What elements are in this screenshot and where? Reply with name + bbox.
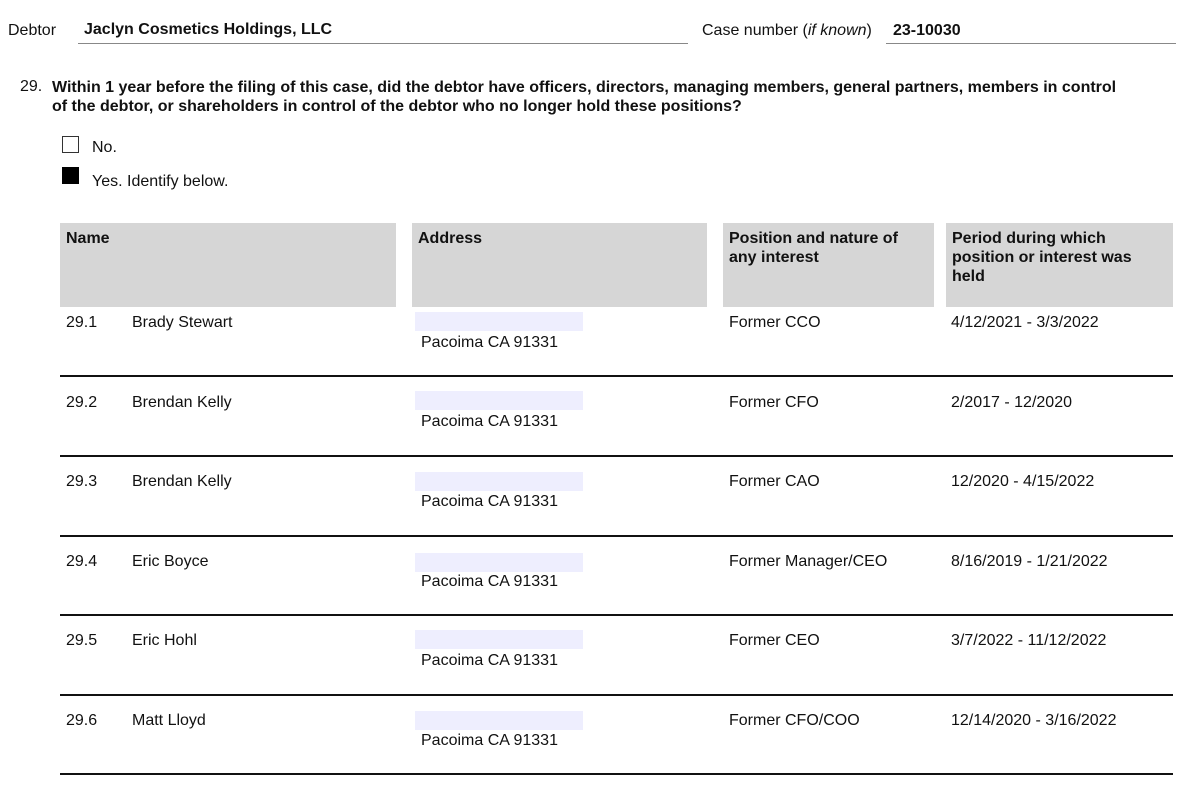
row-name: Eric Hohl xyxy=(132,632,197,649)
column-header-address: Address xyxy=(412,223,707,307)
row-number: 29.3 xyxy=(66,473,98,490)
row-number: 29.4 xyxy=(66,553,98,570)
row-period: 4/12/2021 - 3/3/2022 xyxy=(951,314,1099,331)
no-option-label: No. xyxy=(92,139,117,156)
row-position: Former CFO/COO xyxy=(729,712,860,729)
row-period: 3/7/2022 - 11/12/2022 xyxy=(951,632,1107,649)
row-period: 8/16/2019 - 1/21/2022 xyxy=(951,553,1108,570)
case-number-underline xyxy=(886,43,1176,44)
row-name: Brady Stewart xyxy=(132,314,233,331)
row-name: Matt Lloyd xyxy=(132,712,206,729)
column-header-position: Position and nature of any interest xyxy=(723,223,934,307)
no-checkbox[interactable] xyxy=(62,136,79,153)
row-number: 29.6 xyxy=(66,712,98,729)
row-name: Brendan Kelly xyxy=(132,473,232,490)
row-divider xyxy=(60,535,1173,537)
case-number-value: 23-10030 xyxy=(893,22,961,39)
row-period: 12/2020 - 4/15/2022 xyxy=(951,473,1095,490)
row-address: Pacoima CA 91331 xyxy=(421,652,558,669)
redacted-street-address xyxy=(415,553,583,572)
row-divider xyxy=(60,375,1173,377)
redacted-street-address xyxy=(415,472,583,491)
column-header-name: Name xyxy=(60,223,396,307)
row-address: Pacoima CA 91331 xyxy=(421,413,558,430)
column-header-period: Period during which position or interest was held xyxy=(946,223,1173,307)
row-divider xyxy=(60,773,1173,775)
row-divider xyxy=(60,455,1173,457)
yes-checkbox[interactable] xyxy=(62,167,79,184)
case-number-label: Case number (if known) xyxy=(702,22,872,39)
row-address: Pacoima CA 91331 xyxy=(421,732,558,749)
redacted-street-address xyxy=(415,711,583,730)
row-name: Eric Boyce xyxy=(132,553,209,570)
row-position: Former CEO xyxy=(729,632,820,649)
row-position: Former CFO xyxy=(729,394,819,411)
row-address: Pacoima CA 91331 xyxy=(421,334,558,351)
debtor-label: Debtor xyxy=(8,22,57,39)
row-number: 29.1 xyxy=(66,314,98,331)
row-divider xyxy=(60,694,1173,696)
row-position: Former Manager/CEO xyxy=(729,553,888,570)
question-text: Within 1 year before the filing of this case, did the debtor have officers, directors, managing members, general partners, members in control of the debtor, or shareholders in control of the debtor who no longer hold these positions? xyxy=(52,79,1117,115)
yes-option-label: Yes. Identify below. xyxy=(92,173,229,190)
debtor-underline xyxy=(78,43,688,44)
row-name: Brendan Kelly xyxy=(132,394,232,411)
redacted-street-address xyxy=(415,391,583,410)
question-number: 29. xyxy=(20,78,43,95)
debtor-name: Jaclyn Cosmetics Holdings, LLC xyxy=(84,21,333,38)
row-period: 2/2017 - 12/2020 xyxy=(951,394,1072,411)
row-divider xyxy=(60,614,1173,616)
redacted-street-address xyxy=(415,630,583,649)
redacted-street-address xyxy=(415,312,583,331)
row-period: 12/14/2020 - 3/16/2022 xyxy=(951,712,1117,729)
row-number: 29.2 xyxy=(66,394,98,411)
row-address: Pacoima CA 91331 xyxy=(421,493,558,510)
row-address: Pacoima CA 91331 xyxy=(421,573,558,590)
row-position: Former CAO xyxy=(729,473,820,490)
row-position: Former CCO xyxy=(729,314,821,331)
row-number: 29.5 xyxy=(66,632,98,649)
